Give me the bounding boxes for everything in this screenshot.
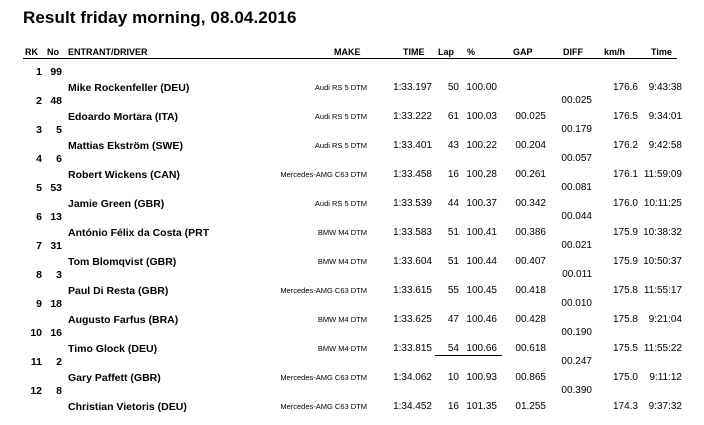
col-driver: ENTRANT/DRIVER <box>68 47 148 57</box>
row-gap: 00.407 <box>515 256 546 267</box>
table-row <box>0 298 704 327</box>
col-no: No <box>47 47 59 57</box>
row-percent: 100.93 <box>466 372 497 383</box>
row-diff: 00.021 <box>561 240 592 251</box>
header-divider <box>23 58 677 59</box>
row-rank: 4 <box>36 153 42 165</box>
row-clock-time: 9:43:38 <box>648 82 682 93</box>
row-percent: 100.46 <box>466 314 497 325</box>
row-clock-time: 10:38:32 <box>643 227 682 238</box>
row-car-number: 18 <box>50 298 62 310</box>
row-gap: 00.418 <box>515 285 546 296</box>
table-row <box>0 356 704 385</box>
row-clock-time: 9:37:32 <box>648 401 682 412</box>
row-rank: 9 <box>36 298 42 310</box>
row-lap: 47 <box>447 314 459 325</box>
row-car-number: 6 <box>56 153 62 165</box>
row-driver: Gary Paffett (GBR) <box>68 372 161 384</box>
table-row <box>0 327 704 356</box>
row-percent: 101.35 <box>466 401 497 412</box>
row-make: Mercedes-AMG C63 DTM <box>280 373 367 382</box>
row-make: Audi RS 5 DTM <box>314 112 367 121</box>
row-percent: 100.28 <box>466 169 497 180</box>
row-diff: 00.247 <box>561 356 592 367</box>
row-lap: 43 <box>447 140 459 151</box>
row-lap: 44 <box>447 198 459 209</box>
row-diff: 00.025 <box>561 95 592 106</box>
row-car-number: 99 <box>50 66 62 78</box>
row-make: BMW M4 DTM <box>317 344 367 353</box>
row-rank: 2 <box>36 95 42 107</box>
row-lap: 54 <box>447 343 459 354</box>
row-driver: Christian Vietoris (DEU) <box>68 401 187 413</box>
row-make: Audi RS 5 DTM <box>314 83 367 92</box>
row-diff: 00.390 <box>561 385 592 396</box>
row-lap: 51 <box>447 256 459 267</box>
row-make: BMW M4 DTM <box>317 257 367 266</box>
row-driver: António Félix da Costa (PRT <box>68 227 210 239</box>
row-lap: 16 <box>447 401 459 412</box>
row-make: Mercedes-AMG C63 DTM <box>280 286 367 295</box>
row-gap: 00.204 <box>515 140 546 151</box>
row-driver: Timo Glock (DEU) <box>68 343 158 355</box>
row-percent: 100.22 <box>466 140 497 151</box>
row-rank: 11 <box>30 356 42 368</box>
row-car-number: 2 <box>56 356 62 368</box>
col-clock: Time <box>651 47 672 57</box>
row-diff: 00.044 <box>561 211 592 222</box>
row-rank: 5 <box>36 182 42 194</box>
row-rank: 7 <box>36 240 42 252</box>
row-laptime: 1:34.062 <box>393 372 432 383</box>
row-lap: 51 <box>447 227 459 238</box>
table-row <box>0 124 704 153</box>
row-speed: 175.8 <box>612 285 638 296</box>
row-car-number: 5 <box>56 124 62 136</box>
table-row <box>0 182 704 211</box>
row-rank: 8 <box>36 269 42 281</box>
row-make: BMW M4 DTM <box>317 228 367 237</box>
table-row <box>0 66 704 95</box>
row-speed: 175.9 <box>612 227 638 238</box>
table-row <box>0 95 704 124</box>
row-car-number: 8 <box>56 385 62 397</box>
row-percent: 100.66 <box>466 343 497 354</box>
row-driver: Jamie Green (GBR) <box>68 198 165 210</box>
row-rank: 3 <box>36 124 42 136</box>
row-speed: 174.3 <box>612 401 638 412</box>
row-make: Mercedes-AMG C63 DTM <box>280 402 367 411</box>
row-rank: 10 <box>30 327 42 339</box>
row-lap: 50 <box>447 82 459 93</box>
row-gap: 00.261 <box>515 169 546 180</box>
row-driver: Augusto Farfus (BRA) <box>68 314 179 326</box>
row-clock-time: 11:59:09 <box>643 169 682 180</box>
row-clock-time: 10:50:37 <box>643 256 682 267</box>
row-laptime: 1:33.458 <box>393 169 432 180</box>
row-clock-time: 9:11:12 <box>649 372 682 383</box>
row-lap: 61 <box>447 111 459 122</box>
row-driver: Mattias Ekström (SWE) <box>68 140 183 152</box>
col-lap: Lap <box>438 47 455 57</box>
row-diff: 00.010 <box>561 298 592 309</box>
row-clock-time: 9:21:04 <box>648 314 682 325</box>
row-gap: 00.618 <box>515 343 546 354</box>
row-speed: 176.5 <box>612 111 638 122</box>
row-driver: Tom Blomqvist (GBR) <box>68 256 177 268</box>
row-driver: Robert Wickens (CAN) <box>68 169 180 181</box>
row-make: Audi RS 5 DTM <box>314 141 367 150</box>
row-clock-time: 11:55:17 <box>643 285 682 296</box>
row-gap: 00.386 <box>515 227 546 238</box>
row-diff: 00.081 <box>561 182 592 193</box>
row-laptime: 1:33.604 <box>393 256 432 267</box>
row-laptime: 1:33.815 <box>393 343 432 354</box>
row-car-number: 3 <box>56 269 62 281</box>
col-rk: RK <box>25 47 38 57</box>
row-speed: 175.0 <box>612 372 638 383</box>
row-laptime: 1:33.583 <box>393 227 432 238</box>
col-diff: DIFF <box>563 47 583 57</box>
row-diff: 00.057 <box>561 153 592 164</box>
row-make: Audi RS 5 DTM <box>314 199 367 208</box>
row-gap: 00.025 <box>515 111 546 122</box>
row-laptime: 1:33.222 <box>393 111 432 122</box>
row-percent: 100.37 <box>466 198 497 209</box>
row-speed: 176.1 <box>612 169 638 180</box>
row-speed: 175.5 <box>612 343 638 354</box>
row-laptime: 1:33.539 <box>393 198 432 209</box>
row-driver: Mike Rockenfeller (DEU) <box>68 82 190 94</box>
underline-mark <box>435 355 502 356</box>
row-car-number: 53 <box>50 182 62 194</box>
row-car-number: 16 <box>50 327 62 339</box>
row-laptime: 1:33.625 <box>393 314 432 325</box>
table-row <box>0 153 704 182</box>
row-lap: 10 <box>447 372 459 383</box>
row-percent: 100.41 <box>466 227 497 238</box>
row-gap: 00.342 <box>515 198 546 209</box>
row-diff: 00.011 <box>562 269 592 280</box>
col-make: MAKE <box>334 47 361 57</box>
row-car-number: 13 <box>50 211 62 223</box>
table-row <box>0 385 704 414</box>
row-speed: 176.0 <box>612 198 638 209</box>
page-title: Result friday morning, 08.04.2016 <box>23 8 297 27</box>
row-rank: 12 <box>30 385 42 397</box>
col-kmh: km/h <box>604 47 626 57</box>
row-laptime: 1:33.615 <box>393 285 432 296</box>
col-gap: GAP <box>513 47 533 57</box>
row-gap: 00.428 <box>515 314 546 325</box>
row-speed: 175.8 <box>612 314 638 325</box>
row-car-number: 48 <box>50 95 62 107</box>
row-make: Mercedes-AMG C63 DTM <box>280 170 367 179</box>
row-laptime: 1:34.452 <box>393 401 432 412</box>
row-laptime: 1:33.197 <box>393 82 432 93</box>
col-pct: % <box>467 47 476 57</box>
row-speed: 175.9 <box>612 256 638 267</box>
row-lap: 16 <box>447 169 459 180</box>
row-diff: 00.179 <box>561 124 592 135</box>
row-rank: 6 <box>36 211 42 223</box>
row-percent: 100.45 <box>466 285 497 296</box>
row-laptime: 1:33.401 <box>393 140 432 151</box>
row-diff: 00.190 <box>561 327 592 338</box>
row-driver: Edoardo Mortara (ITA) <box>68 111 179 123</box>
row-percent: 100.03 <box>466 111 497 122</box>
table-row <box>0 240 704 269</box>
table-row <box>0 211 704 240</box>
row-make: BMW M4 DTM <box>317 315 367 324</box>
row-clock-time: 10:11:25 <box>643 198 682 209</box>
col-time: TIME <box>403 47 425 57</box>
table-row <box>0 269 704 298</box>
row-car-number: 31 <box>50 240 62 252</box>
row-speed: 176.6 <box>612 82 638 93</box>
row-rank: 1 <box>36 66 42 78</box>
row-driver: Paul Di Resta (GBR) <box>68 285 169 297</box>
row-lap: 55 <box>447 285 459 296</box>
row-speed: 176.2 <box>612 140 638 151</box>
row-clock-time: 11:55:22 <box>643 343 682 354</box>
row-clock-time: 9:34:01 <box>648 111 682 122</box>
row-gap: 00.865 <box>515 372 546 383</box>
row-percent: 100.44 <box>466 256 497 267</box>
row-percent: 100.00 <box>466 82 497 93</box>
row-clock-time: 9:42:58 <box>648 140 682 151</box>
row-gap: 01.255 <box>515 401 546 412</box>
